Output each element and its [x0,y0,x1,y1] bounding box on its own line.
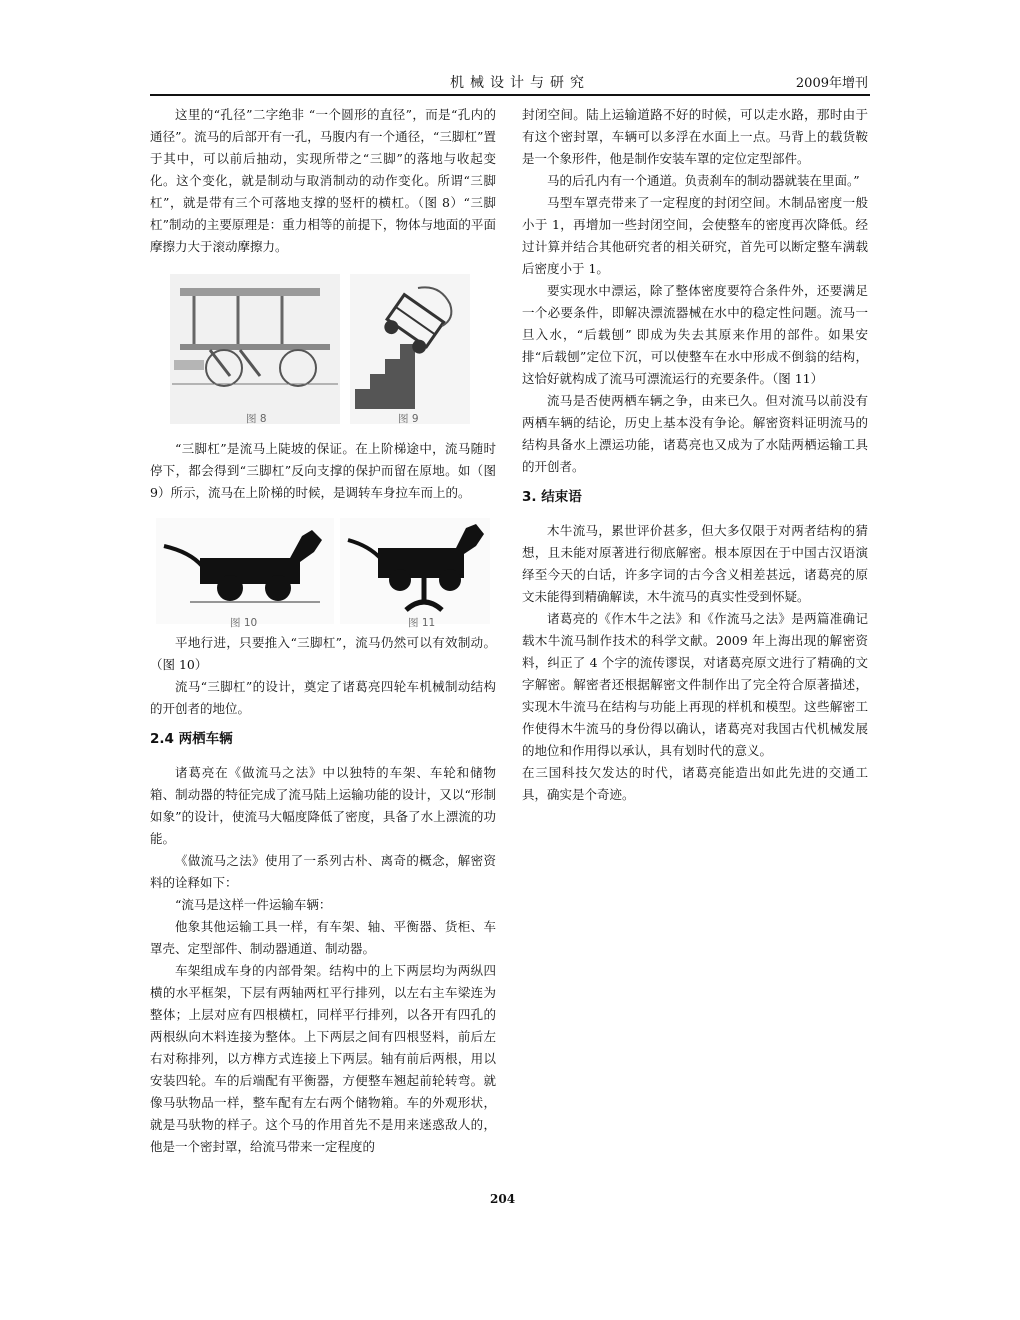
paragraph: 平地行进，只要推入“三脚杠”，流马仍然可以有效制动。（图 10） [150,635,496,672]
section-heading: 2.4 两栖车辆 [150,731,233,747]
paragraph: 马的后孔内有一个通道。负责刹车的制动器就装在里面。” [547,173,860,188]
paragraph: 流马“三脚杠”的设计，奠定了诸葛亮四轮车机械制动结构的开创者的地位。 [150,679,496,716]
fig8-top-beam [180,288,320,296]
running-header [150,72,870,96]
paragraph: 诸葛亮在《做流马之法》中以独特的车架、车轮和储物箱、制动器的特征完成了流马陆上运输功能的设计，又以“形制如象”的设计，使流马大幅度降低了密度，具备了水上漂流的功能。 [150,765,496,846]
fig8-caption: 图 8 [246,413,267,425]
figure-8-9 [150,264,496,434]
journal-title: 机械设计与研究 [450,75,590,91]
paragraph: 《做流马之法》使用了一系列古朴、离奇的概念，解密资料的诠释如下： [150,853,496,890]
fig8-handle [174,360,204,370]
paragraph: 他象其他运输工具一样，有车架、轴、平衡器、货柜、车罩壳、定型部件、制动器通道、制动器。 [150,919,496,956]
figure-10-11-image [150,518,496,628]
fig11-caption: 图 11 [408,617,436,629]
paragraph: 诸葛亮的《作木牛之法》和《作流马之法》是两篇准确记载木牛流马制作技术的科学文献。2009 年上海出现的解密资料，纠正了 4 个字的流传谬误，对诸葛亮原文进行了精确的文字解密。解密者还根据解密文件制作出了完全符合原著描述，实现木牛流马在结构与功能上再现的样机和模型。这些解密工作使得木牛流马的身份得以确认，诸葛亮对我国古代机械发展的地位和作用得以承认，具有划时代的意义。 [522,611,868,758]
paragraph: 封闭空间。陆上运输道路不好的时候，可以走水路，那时由于有这个密封罩，车辆可以多浮在水面上一点。马背上的载货鞍是一个象形件，他是制作安装车罩的定位定型部件。 [522,107,868,166]
fig10-rear-wheel [265,575,291,601]
fig11-front-wheel [389,569,411,591]
fig8-lower-beam [180,344,330,350]
fig9-caption: 图 9 [398,413,419,425]
fig10-front-wheel [217,575,243,601]
left-column [150,104,496,1158]
paragraph: “流马是这样一件运输车辆： [175,897,332,912]
fig10-caption: 图 10 [230,617,258,629]
figure-10-11 [150,518,496,628]
page-number: 204 [490,1192,516,1206]
paragraph: 木牛流马，累世评价甚多，但大多仅限于对两者结构的猜想，且未能对原著进行彻底解密。根本原因在于中国古汉语演绎至今天的白话，许多字词的古今含义相差甚远，诸葛亮的原文未能得到精确解读，木牛流马的真实性受到怀疑。 [522,523,868,604]
section-heading: 3. 结束语 [522,489,582,505]
paragraph: 在三国科技欠发达的时代，诸葛亮能造出如此先进的交通工具，确实是个奇迹。 [522,765,868,802]
figure-8-9-image [150,264,496,434]
paragraph: 要实现水中漂运，除了整体密度要符合条件外，还要满足一个必要条件，即解决漂流器械在水中的稳定性问题。流马一旦入水，“后载刨” 即成为失去其原来作用的部件。如果安排“后载刨”定位下沉，可以使整车在水中形成不倒翁的结构，这恰好就构成了流马可漂流运行的充要条件。（图 11） [522,283,868,386]
fig11-rear-wheel [439,569,461,591]
right-column [522,104,868,806]
paragraph: “三脚杠”是流马上陡坡的保证。在上阶梯途中，流马随时停下，都会得到“三脚杠”反向支撑的保护而留在原地。如（图 9）所示，流马在上阶梯的时候，是调转车身拉车而上的。 [150,441,496,500]
paragraph: 马型车罩壳带来了一定程度的封闭空间。木制品密度一般小于 1，再增加一些封闭空间，会使整车的密度再次降低。经过计算并结合其他研究者的相关研究，首先可以断定整车满载后密度小于 1。 [522,195,868,276]
issue-label: 2009年增刊 [795,76,868,91]
paragraph: 这里的“孔径”二字绝非 “一个圆形的直径”，而是“孔内的通径”。流马的后部开有一孔，马腹内有一个通径，“三脚杠”置于其中，可以前后抽动，实现所带之“三脚”的落地与收起变化。这个变化，就是制动与取消制动的动作变化。所谓“三脚杠”，就是带有三个可落地支撑的竖杆的横杠。（图 8）“三脚杠”制动的主要原理是：重力相等的前提下，物体与地面的平面摩擦力大于滚动摩擦力。 [150,107,496,254]
paragraph: 车架组成车身的内部骨架。结构中的上下两层均为两纵四横的水平框架，下层有两轴两杠平行排列，以左右主车梁连为整体；上层对应有四根横杠，同样平行排列，以各开有四孔的两根纵向木料连接为整体。上下两层之间有四根竖料，前后左右对称排列，以方榫方式连接上下两层。轴有前后两根，用以安装四轮。车的后端配有平衡器，方便整车翘起前轮转弯。就像马驮物品一样，整车配有左右两个储物箱。车的外观形状，就是马驮物的样子。这个马的作用首先不是用来迷惑敌人的，他是一个密封罩，给流马带来一定程度的 [150,963,496,1154]
paragraph: 流马是否使两栖车辆之争，由来已久。但对流马以前没有两栖车辆的结论，历史上基本没有争论。解密资料证明流马的结构具备水上漂运功能，诸葛亮也又成为了水陆两栖运输工具的开创者。 [522,393,868,474]
